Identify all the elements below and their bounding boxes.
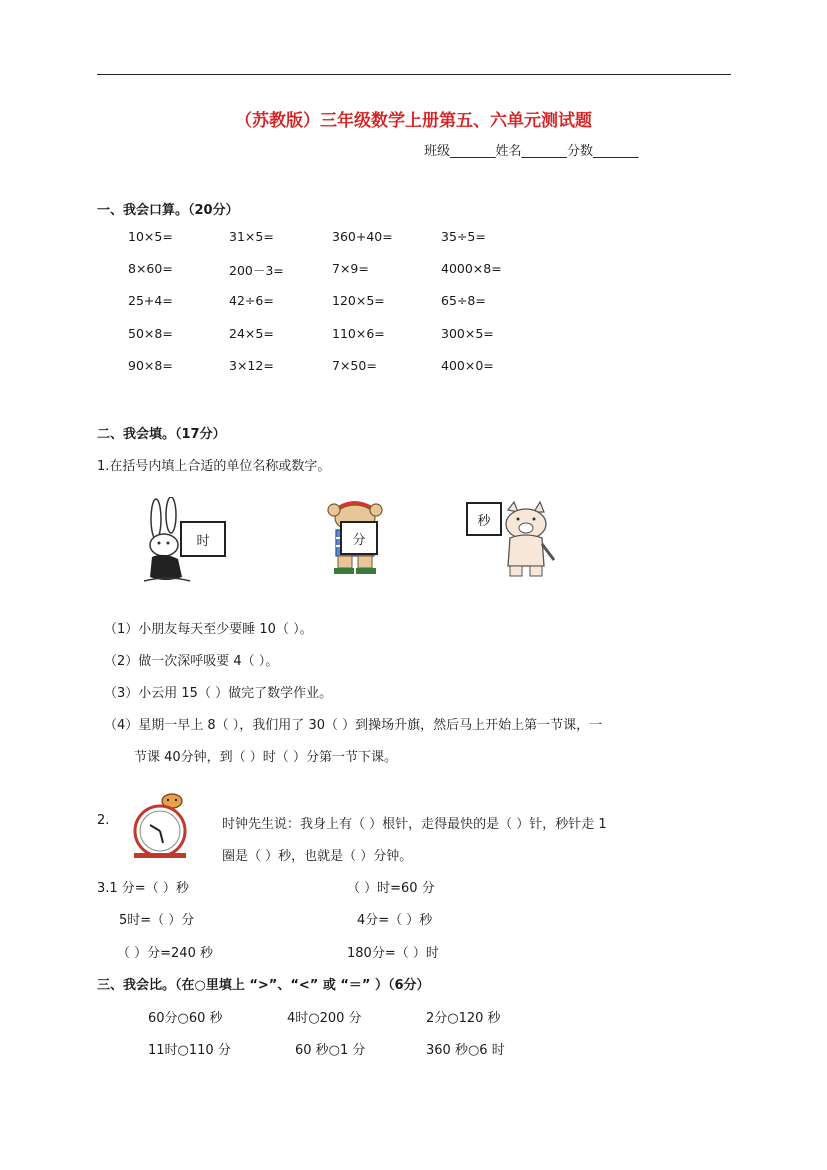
oral-calc-item: 90×8=	[128, 358, 173, 373]
oral-calc-item: 400×0=	[441, 358, 494, 373]
oral-calc-item: 120×5=	[332, 293, 385, 308]
compare-item: 360 秒○6 时	[426, 1043, 505, 1058]
oral-calc-item: 42÷6=	[229, 293, 274, 308]
compare-item: 2分○120 秒	[426, 1011, 501, 1026]
student-info-line: 班级_______姓名_______分数_______	[424, 144, 639, 159]
fill-item-4-cont: 节课 40分钟，到（ ）时（ ）分第一节下课。	[134, 750, 397, 765]
oral-calc-item: 24×5=	[229, 326, 274, 341]
conversion-item: 3.1 分=（ ）秒	[97, 881, 189, 896]
section-2-heading: 二、我会填。（17分）	[97, 427, 226, 442]
oral-calc-item: 7×50=	[332, 358, 377, 373]
page-title: （苏教版）三年级数学上册第五、六单元测试题	[235, 111, 592, 131]
oral-calc-item: 110×6=	[332, 326, 385, 341]
oral-calc-item: 300×5=	[441, 326, 494, 341]
compare-item: 4时○200 分	[287, 1011, 362, 1026]
oral-calc-item: 360+40=	[332, 229, 393, 244]
oral-calc-item: 31×5=	[229, 229, 274, 244]
unit-sign-hour: 时	[180, 521, 226, 557]
clock-illustration	[130, 793, 192, 859]
compare-item: 60 秒○1 分	[295, 1043, 366, 1058]
compare-item: 11时○110 分	[148, 1043, 231, 1058]
oral-calc-item: 4000×8=	[441, 261, 502, 276]
question-2-line-1: 时钟先生说：我身上有（ ）根针，走得最快的是（ ）针，秒针走 1	[222, 817, 607, 832]
oral-calc-item: 50×8=	[128, 326, 173, 341]
question-2-line-2: 圈是（ ）秒，也就是（ ）分钟。	[222, 849, 413, 864]
unit-sign-second: 秒	[466, 502, 502, 536]
pig-illustration	[496, 500, 556, 580]
oral-calc-item: 3×12=	[229, 358, 274, 373]
section-3-heading: 三、我会比。（在○里填上 “>”、“<” 或 “＝” ）（6分）	[97, 978, 430, 993]
unit-sign-minute: 分	[340, 521, 378, 555]
oral-calc-item: 25+4=	[128, 293, 173, 308]
question-1-prompt: 1.在括号内填上合适的单位名称或数字。	[97, 459, 331, 474]
conversion-item: 5时=（ ）分	[119, 913, 195, 928]
header-rule	[97, 74, 731, 75]
oral-calc-item: 7×9=	[332, 261, 369, 276]
oral-calc-item: 8×60=	[128, 261, 173, 276]
fill-item-2: （2）做一次深呼吸要 4（ ）。	[104, 654, 279, 669]
fill-item-3: （3）小云用 15（ ）做完了数学作业。	[104, 686, 333, 701]
compare-item: 60分○60 秒	[148, 1011, 223, 1026]
oral-calc-item: 35÷5=	[441, 229, 486, 244]
conversion-item: 180分=（ ）时	[347, 946, 439, 961]
conversion-item: （ ）分=240 秒	[117, 946, 213, 961]
fill-item-4: （4）星期一早上 8（ ），我们用了 30（ ）到操场升旗，然后马上开始上第一节课，一	[104, 718, 603, 733]
oral-calc-item: 200－3=	[229, 263, 284, 278]
oral-calc-item: 10×5=	[128, 229, 173, 244]
question-2-number: 2.	[97, 813, 110, 828]
conversion-item: （ ）时=60 分	[347, 881, 435, 896]
oral-calc-item: 65÷8=	[441, 293, 486, 308]
fill-item-1: （1）小朋友每天至少要睡 10（ ）。	[104, 622, 313, 637]
section-1-heading: 一、我会口算。（20分）	[97, 203, 239, 218]
conversion-item: 4分=（ ）秒	[357, 913, 433, 928]
